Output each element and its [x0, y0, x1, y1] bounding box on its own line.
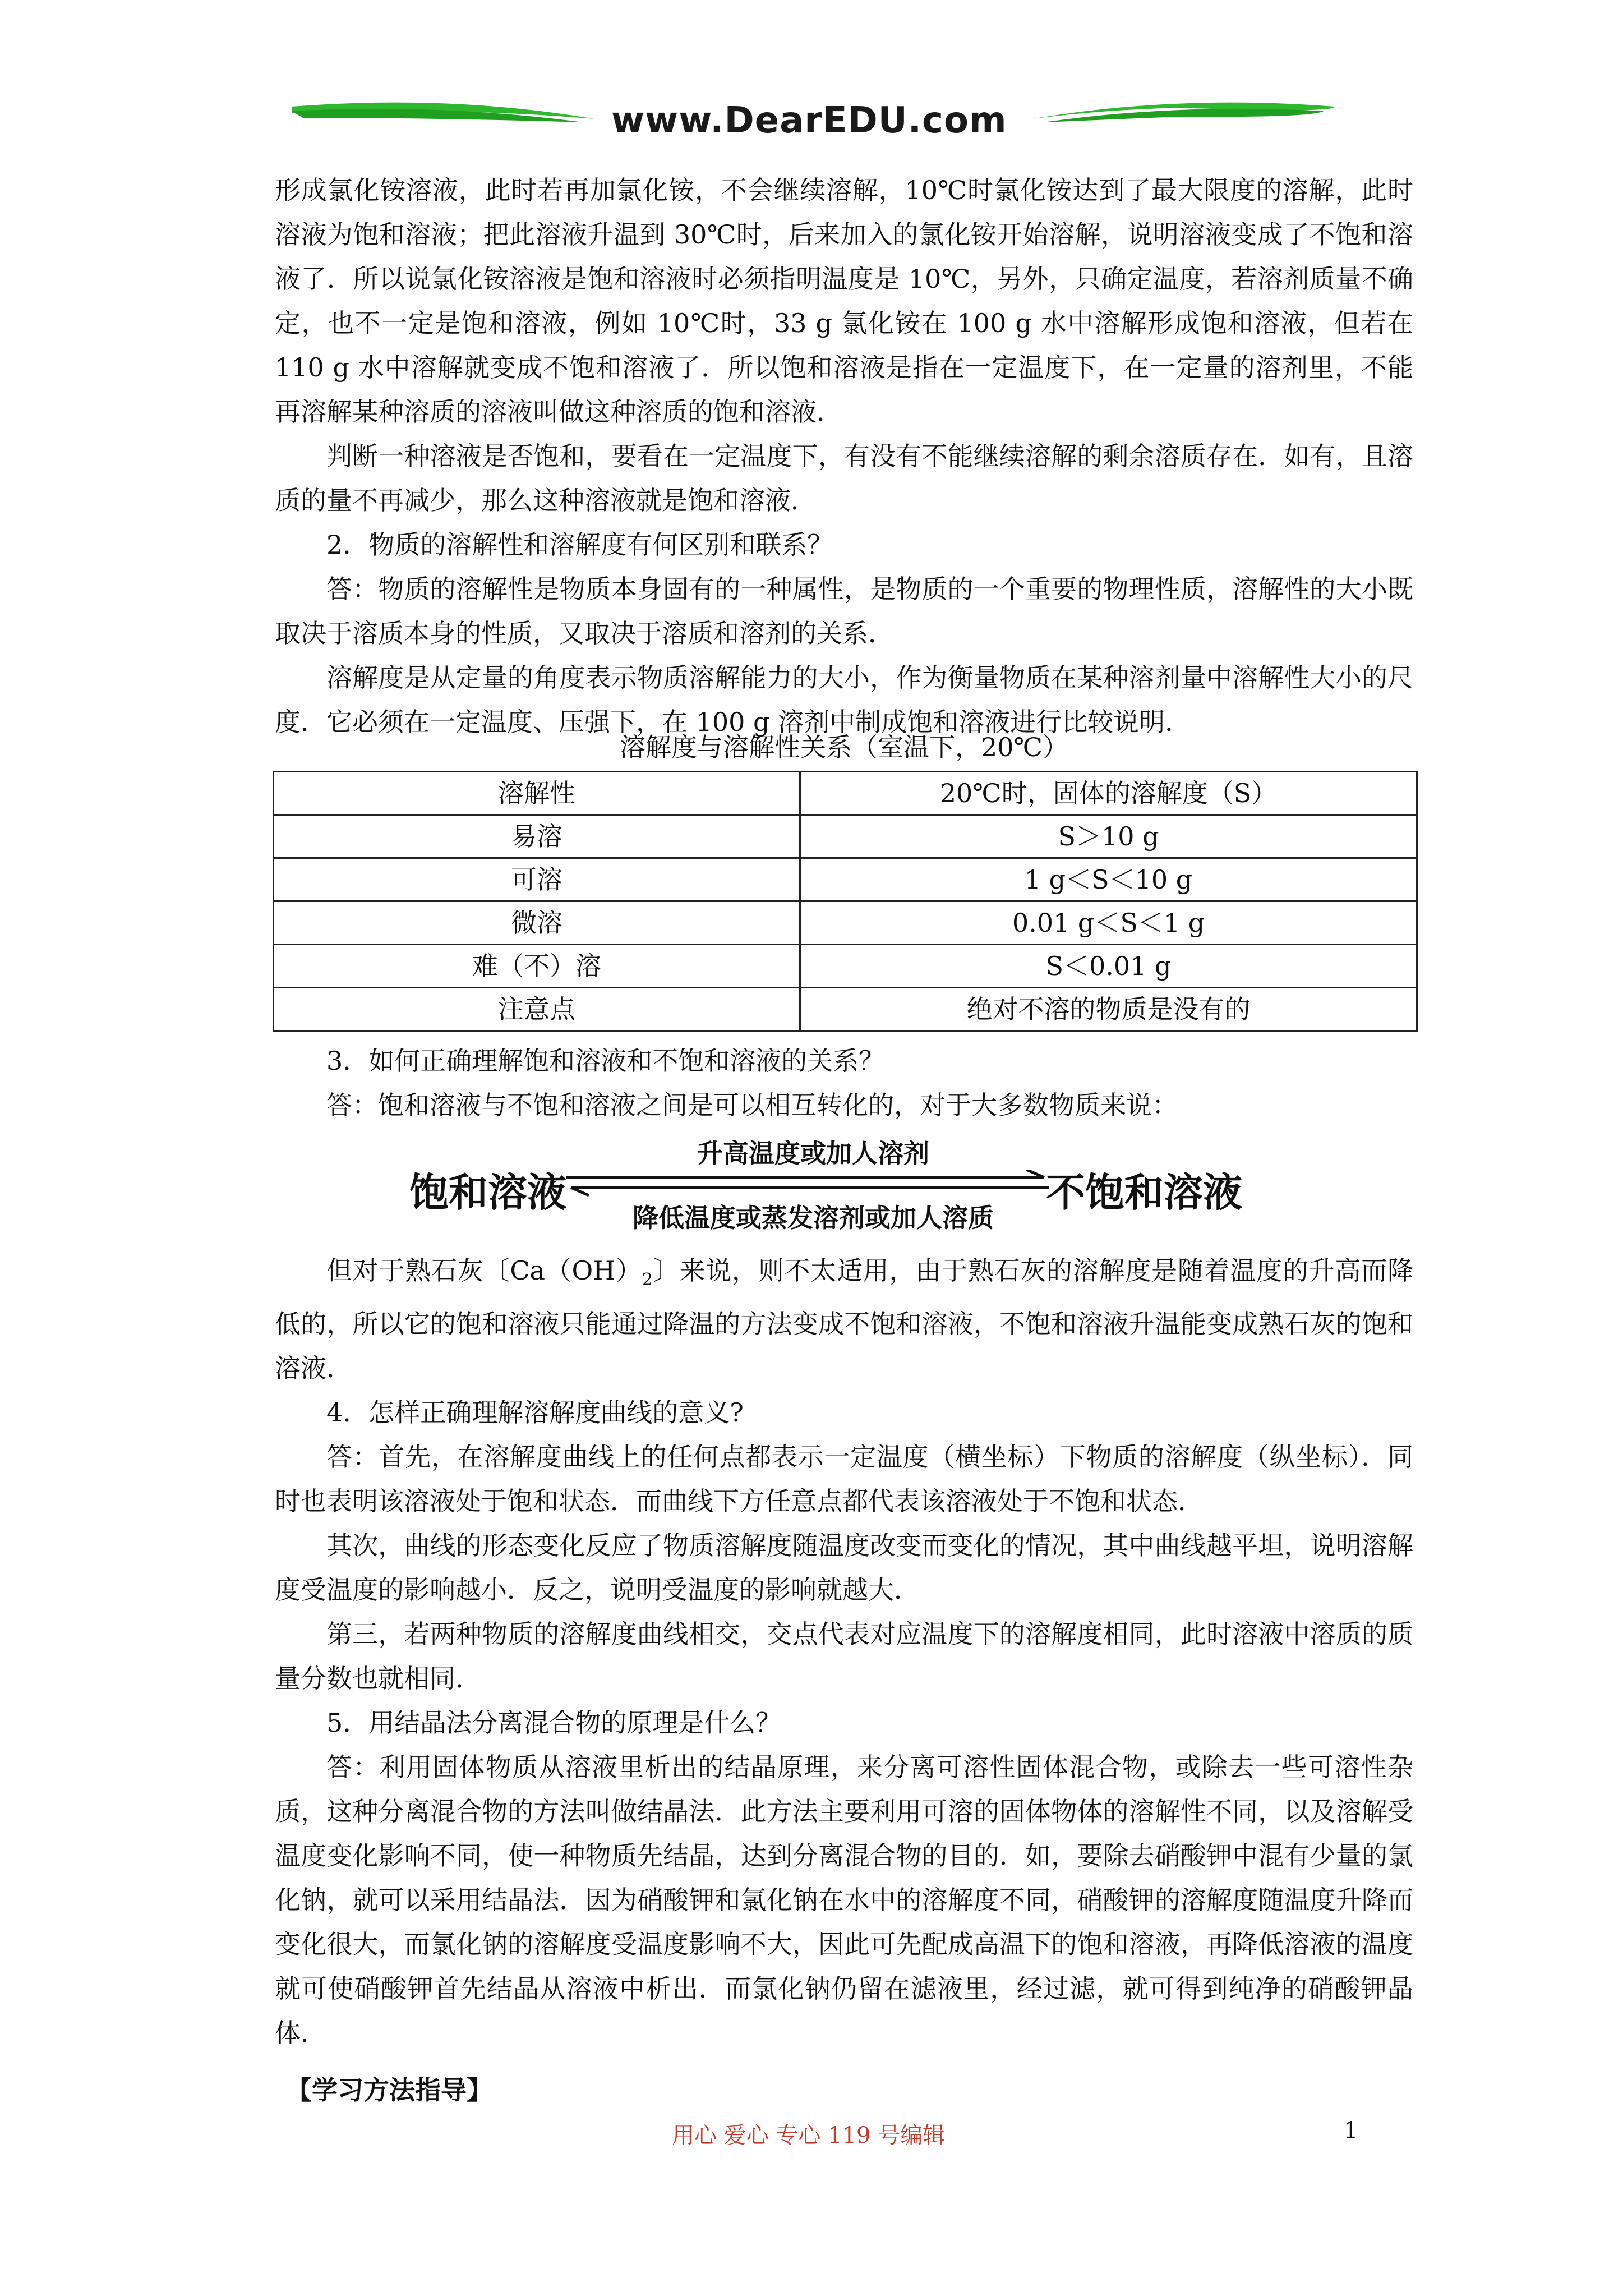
- double-arrow-icon: [566, 1170, 1049, 1198]
- table-row: [274, 815, 1417, 858]
- table-row: [274, 945, 1417, 988]
- paragraph: 形成氯化铵溶液，此时若再加氯化铵，不会继续溶解，10℃时氯化铵达到了最大限度的溶解，此时溶液为饱和溶液；把此溶液升温到 30℃时，后来加入的氯化铵开始溶解，说明溶液变成了不饱和溶液了．所以说氯化铵溶液是饱和溶液时必须指明温度是 10℃，另外，只确定温度，若溶剂质量不确定，也不一定是饱和溶液，例如 10℃时，33 g 氯化铵在 100 g 水中溶解形成饱和溶液，但若在 110 g 水中溶解就变成不饱和溶液了．所以饱和溶液是指在一定温度下，在一定量的溶剂里，不能再溶解某种溶质的溶液叫做这种溶质的饱和溶液．: [275, 175, 1413, 427]
- footer-text: 用心 爱心 专心 119 号编辑: [672, 2123, 946, 2148]
- equation-backward-condition: 降低温度或蒸发溶剂或加人溶质: [633, 1203, 994, 1233]
- question-heading: 5．用结晶法分离混合物的原理是什么？: [326, 1708, 782, 1738]
- table-cell: S＞10 g: [800, 815, 1417, 858]
- table-cell: 微溶: [274, 901, 800, 945]
- conversion-equation: [409, 1128, 1267, 1240]
- table-row: [274, 901, 1417, 945]
- table-cell: 1 g＜S＜10 g: [800, 858, 1417, 901]
- section-heading: 【学习方法指导】: [286, 2075, 492, 2105]
- table-header-row: [274, 772, 1417, 815]
- paragraph: 答：首先，在溶解度曲线上的任何点都表示一定温度（横坐标）下物质的溶解度（纵坐标）．同时也表明该溶液处于饱和状态．而曲线下方任意点都代表该溶液处于不饱和状态．: [275, 1442, 1413, 1516]
- table-row: [274, 988, 1417, 1031]
- site-name: www.DearEDU.com: [611, 100, 1007, 141]
- table-header-cell: 20℃时，固体的溶解度（S）: [800, 772, 1417, 815]
- lime-text-before: 但对于熟石灰〔Ca（OH）: [326, 1255, 642, 1286]
- table-cell: 注意点: [274, 988, 800, 1031]
- paragraph: 答：物质的溶解性是物质本身固有的一种属性，是物质的一个重要的物理性质，溶解性的大小既取决于溶质本身的性质，又取决于溶质和溶剂的关系．: [275, 574, 1413, 648]
- table-header-cell: 溶解性: [274, 772, 800, 815]
- paragraph: 其次，曲线的形态变化反应了物质溶解度随温度改变而变化的情况，其中曲线越平坦，说明溶解度受温度的影响越小．反之，说明受温度的影响就越大．: [275, 1530, 1413, 1605]
- question-heading: 3．如何正确理解饱和溶液和不饱和溶液的关系？: [326, 1046, 885, 1076]
- body-bottom: [275, 1249, 1413, 2055]
- equation-forward-condition: 升高温度或加人溶剂: [697, 1138, 929, 1168]
- equation-right-term: 不饱和溶液: [1046, 1170, 1242, 1216]
- paragraph: 答：利用固体物质从溶液里析出的结晶原理，来分离可溶性固体混合物，或除去一些可溶性杂质，这种分离混合物的方法叫做结晶法．此方法主要利用可溶的固体物体的溶解性不同，以及溶解受温度变化影响不同，使一种物质先结晶，达到分离混合物的目的．如，要除去硝酸钾中混有少量的氯化钠，就可以采用结晶法．因为硝酸钾和氯化钠在水中的溶解度不同，硝酸钾的溶解度随温度升降而变化很大，而氯化钠的溶解度受温度影响不大，因此可先配成高温下的饱和溶液，再降低溶液的温度就可使硝酸钾首先结晶从溶液中析出．而氯化钠仍留在滤液里，经过滤，就可得到纯净的硝酸钾晶体．: [275, 1752, 1413, 2048]
- table-cell: 绝对不溶的物质是没有的: [800, 988, 1417, 1031]
- table-row: [274, 858, 1417, 901]
- question-heading: 4．怎样正确理解溶解度曲线的意义?: [326, 1397, 744, 1428]
- paragraph: 溶解度是从定量的角度表示物质溶解能力的大小，作为衡量物质在某种溶剂量中溶解性大小的尺度．它必须在一定温度、压强下，在 100 g 溶剂中制成饱和溶液进行比较说明．: [275, 662, 1413, 737]
- lime-text-after: 〕来说，则不太适用，由于熟石灰的溶解度是随着温度的升高而降低的，所以它的饱和溶液只能通过降温的方法变成不饱和溶液，不饱和溶液升温能变成熟石灰的饱和溶液．: [275, 1255, 1414, 1383]
- table-cell: S＜0.01 g: [800, 945, 1417, 988]
- table-cell: 易溶: [274, 815, 800, 858]
- table-cell: 可溶: [274, 858, 800, 901]
- body-mid: [275, 1039, 1413, 1128]
- paragraph: 答：饱和溶液与不饱和溶液之间是可以相互转化的，对于大多数物质来说：: [326, 1090, 1178, 1120]
- body-top: [275, 168, 1413, 744]
- paragraph: 判断一种溶液是否饱和，要看在一定温度下，有没有不能继续溶解的剩余溶质存在．如有，且溶质的量不再减少，那么这种溶液就是饱和溶液．: [275, 441, 1413, 516]
- table-cell: 难（不）溶: [274, 945, 800, 988]
- paragraph: 第三，若两种物质的溶解度曲线相交，交点代表对应温度下的溶解度相同，此时溶液中溶质的质量分数也就相同．: [275, 1619, 1413, 1694]
- equation-left-term: 饱和溶液: [409, 1170, 566, 1216]
- table-caption: 溶解度与溶解性关系（室温下，20℃）: [620, 732, 1068, 762]
- question-heading: 2．物质的溶解性和溶解度有何区别和联系？: [326, 530, 833, 560]
- table-cell: 0.01 g＜S＜1 g: [800, 901, 1417, 945]
- page-number: 1: [1344, 2118, 1358, 2143]
- lime-subscript: 2: [642, 1270, 653, 1290]
- solubility-table: [273, 771, 1418, 1032]
- paragraph-lime: [275, 1249, 1413, 1391]
